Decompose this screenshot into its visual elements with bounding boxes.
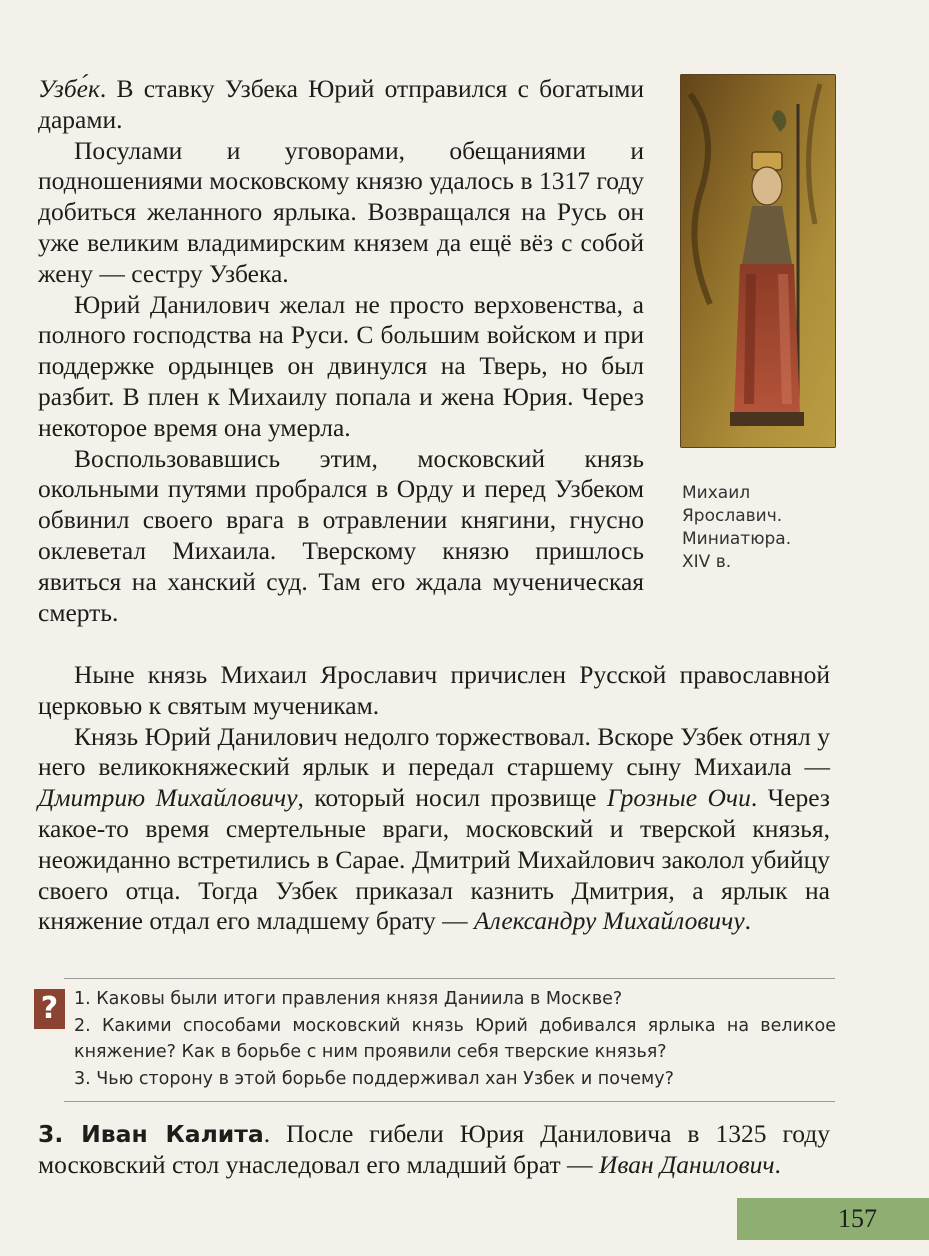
text-column-narrow <box>38 74 644 628</box>
miniature-caption <box>682 482 832 574</box>
paragraph-6-text: . <box>744 906 752 936</box>
name-ivan: Иван Данилович <box>598 1149 775 1179</box>
section-ivan-kalita <box>38 1119 830 1181</box>
question-item: 2. Какими способами московский князь Юрий добивался ярлыка на великое княжение? Как в борьбе с ним проявили себя тверские князья? <box>74 1015 836 1062</box>
question-item: 3. Чью сторону в этой борьбе поддерживал хан Узбек и почему? <box>74 1068 674 1089</box>
caption-line: Ярославич. <box>682 506 783 526</box>
page-number: 157 <box>838 1204 877 1233</box>
uzbek-name: Узбе́к <box>38 74 100 103</box>
section-text: . <box>774 1149 781 1179</box>
text-column-wide <box>38 660 830 937</box>
divider-bottom <box>64 1101 835 1102</box>
paragraph-3: Юрий Данилович желал не просто верховенства, а полного господства на Руси. С большим войском и при поддержке ордынцев он двинулся на Тверь, но был разбит. В плен к Михаилу попала и жена Юрия. Через некоторое время она умерла. <box>38 289 644 442</box>
paragraph-2: Посулами и уговорами, обещаниями и подношениями московскому князю удалось в 1317 году добиться желанного ярлыка. Возвращался на Русь он уже великим владимирским князем да ещё вёз с собой жену — сестру Узбека. <box>38 135 644 288</box>
divider-top <box>64 978 835 979</box>
section-text: . После гибели Юрия Даниловича в 1325 году московский стол унаследовал его младший брат — <box>38 1119 831 1179</box>
page-number-tab <box>737 1198 929 1240</box>
caption-line: Миниатюра. <box>682 529 792 549</box>
name-alexander: Александру Михайловичу <box>474 906 745 936</box>
paragraph-6-text: Князь Юрий Данилович недолго торжествовал. Вскоре Узбек отнял у него великокняжеский ярлык и передал старшему сыну Михаила — <box>38 721 830 782</box>
paragraph-1 <box>38 74 644 136</box>
caption-line: Михаил <box>682 483 751 503</box>
name-dmitry: Дмитрию Михайловичу <box>38 783 298 813</box>
paragraph-5: Ныне князь Михаил Ярославич причислен Русской православной церковью к святым мученикам. <box>38 660 830 720</box>
section-heading: 3. Иван Калита <box>38 1120 264 1148</box>
paragraph-6-text: , который носил прозвище <box>297 783 607 813</box>
paragraph-6-text: . Через какое-то время смертельные враги, московский и тверской князья, неожиданно встретились в Сарае. Дмитрий Михайлович заколол убийцу своего отца. Тогда Узбек приказал казнить Дмитрия, а ярлык на княжение отдал его младшему брату — <box>38 783 830 936</box>
paragraph-1-text: . В ставку Узбека Юрий отправился с богатыми дарами. <box>38 74 644 134</box>
question-mark-icon: ? <box>34 989 65 1029</box>
paragraph-6 <box>38 722 830 938</box>
caption-line: XIV в. <box>682 552 732 572</box>
paragraph-4: Воспользовавшись этим, московский князь окольными путями пробрался в Орду и перед Узбеком обвинил своего врага в отравлении княгини, гнусно оклеветал Михаила. Тверскому князю пришлось явиться на ханский суд. Там его ждала мученическая смерть. <box>38 443 644 627</box>
question-item: 1. Каковы были итоги правления князя Даниила в Москве? <box>74 989 623 1009</box>
miniature-icon <box>680 74 836 448</box>
nickname-groznye-ochi: Грозные Очи <box>606 783 751 813</box>
review-questions <box>74 986 836 1092</box>
